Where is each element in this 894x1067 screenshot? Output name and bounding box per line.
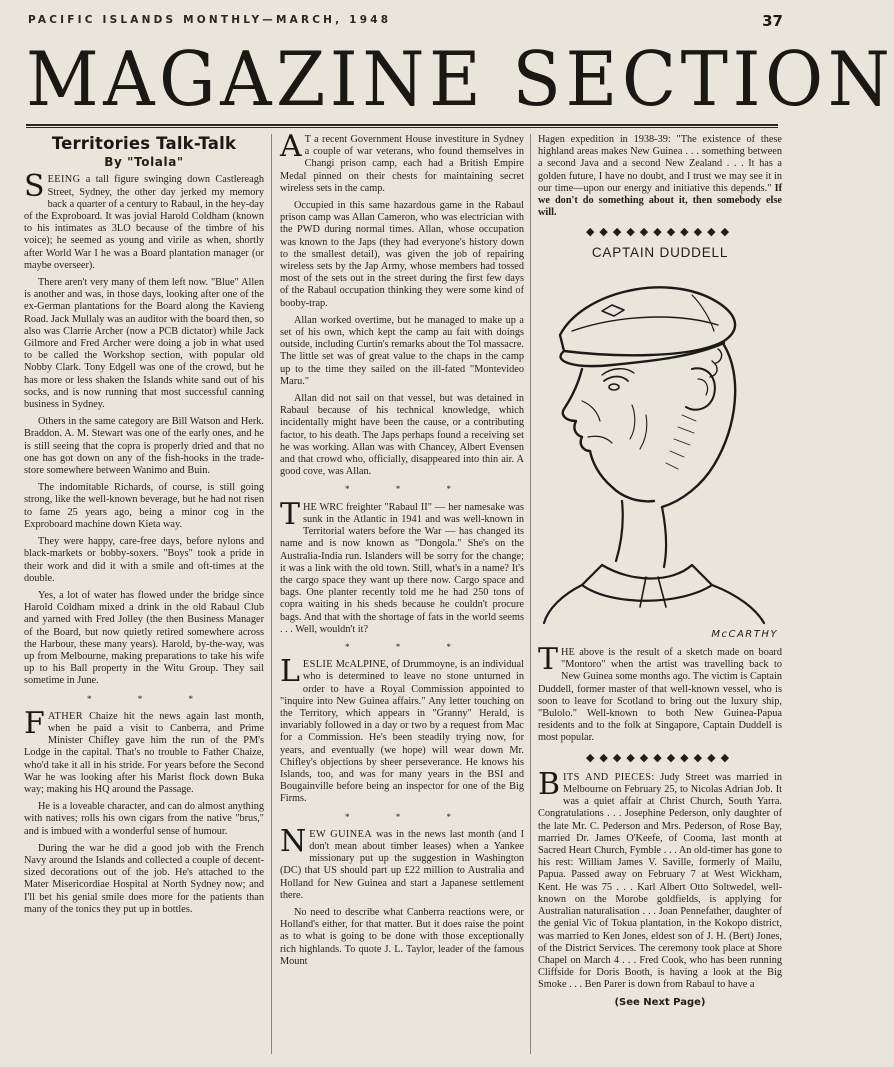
paragraph: There aren't very many of them left now. "Blue" Allen is another and was, in those days, looking after one of the ex-German plantations for the Board along the Kavieng Road. Jack Mullaly was an auditor with the board then, so also was Clarrie Archer (now a PCB dictator) while Jack Gilmore and Fred Archer were doing a job in what used to be called the Workshop section, with popular old Nobby Clark. Tony Edgell was one of the crowd, but he has more or less shaken the Islands white sand out of his socks, and is now running that most successful canning business in Sydney. [24, 277, 264, 411]
section-break: * * * [345, 641, 473, 652]
lead-in: ATHER [47, 710, 84, 722]
drop-cap: L [280, 654, 300, 690]
paragraph [280, 654, 524, 805]
paragraph-text: Hagen expedition in 1938-39: "The existence of these highland areas makes New Guinea . . . something between a second Java and a second New Zealand . . . It has a golden future, I have no doubt, and I trust we may see it in our time—upon our energy and initiative this depends." [538, 134, 782, 194]
section-break: * * * [87, 693, 215, 704]
paragraph-text: T a recent Government House investiture in Sydney a couple of war veterans, who found themselves in Changi prison camp, each had a British Empire Medal pinned on their chests for maintaining secret wireless sets in the camp. [280, 134, 524, 194]
page-number: 37 [762, 12, 783, 30]
caricature-illustration [542, 265, 778, 625]
paragraph-text: HE WRC freighter "Rabaul II" — her namesake was sunk in the Atlantic in 1941 and was well-known in Territorial waters before the War — has changed its name and is now known as "Dongola." She's on the Australia-India run. Islanders will be sorry for the change; it was a link with the old town. Still, what's in a name? It's the cargo space they want up there now. Cargo space and bags. One planter recently told me he had 250 tons of copra waiting in his sheds because he couldn't procure bags. And that with the shortage of fats in the world seems . . . Well, wouldn't it? [280, 501, 524, 635]
paragraph: Occupied in this same hazardous game in the Rabaul prison camp was Allan Cameron, who was electrician with the PWD during normal times. Allan, whose occupation was known to the Japs (they had everyone's history down to the smallest detail), was given the job of repairing wireless sets by the Jap Army, whose members had tossed most of the sets out in the street during the first few days of the Rabaul occupation thinking they were some kind of booby-trap. [280, 200, 524, 309]
paragraph: Yes, a lot of water has flowed under the bridge since Harold Coldham mixed a drink in the old Rabaul Club and yarned with Fred Jolley (the then Business Manager of the Board, but now quietly retired somewhere across the Harbour, these many years). Harold, by-the-way, was up from Melbourne, making preparations to take his wife up to his Ball property in the Witu Group. They sail sometime in June. [24, 589, 264, 687]
paragraph [24, 169, 264, 272]
drop-cap: B [538, 766, 561, 802]
paragraph-text: Judy Street was married in Melbourne on February 25, to Nicolas Adrian Job. It was a quiet affair at Christ Church, South Yarra. Congratulations . . . Josephine Pederson, only daughter of the late Mr. C. Pederson and Mrs. Pederson, of Rose Bay, married Dr. James O'Keefe, of Cooma, last month at Sacred Heart Church, Fymble . . . An old-timer has gone to his rest: William James V. Saville, formerly of Mailu, Papua. Passed away on February 7 at West Wickham, Kent. He was 75 . . . Karl Albert Otto Soltwedel, well-known on the Morobe goldfields, is applying for Australian naturalisation . . . Joan Pennefather, daughter of the genial Vic of Tokua plantation, in the Kokopo district, was married to Ken Jones, eldest son of J. H. (Bert) Jones, of the District Services. The ceremony took place at Shore Chapel on March 4 . . . Fred Cook, who has been running Cliffside for Doris Booth, is having a look at the Big Smoke . . . Ben Parer is down from Rabaul to have a [538, 771, 783, 991]
paragraph: Allan worked overtime, but he managed to make up a set of his own, which kept the camp au fait with doings outside, including Curtin's remarks about the Tol massacre. The little set was of great value to the chaps in the camp up to the time they sailed on the ill-fated "Montevideo Maru." [280, 314, 524, 387]
paragraph [280, 823, 524, 902]
column-divider-2 [530, 134, 531, 1054]
article-byline: By "Tolala" [104, 155, 184, 170]
lead-in: EEING [47, 174, 81, 186]
paragraph [538, 642, 782, 745]
column-2 [280, 129, 524, 973]
lead-in: ITS AND PIECES: [563, 771, 655, 783]
paragraph [280, 129, 524, 195]
drop-cap: T [538, 642, 559, 678]
paragraph-text: HE above is the result of a sketch made on board "Montoro" when the artist was travelling back to New Guinea some months ago. The victim is Captain Duddell, former master of that well-known vessel, who is soon to leave for Scotland to bring out the luxury ship, "Bulolo." Well-known to both New Guinea-Papua residents and to the folk at Singapore, Captain Duddell is most popular. [538, 647, 782, 744]
masthead-title: MAGAZINE SECTION [26, 35, 894, 123]
ornament-divider: ◆◆◆◆◆◆◆◆◆◆◆ [585, 751, 735, 764]
drop-cap: A [280, 129, 302, 164]
emphasis-text: If we don't do something about it, then somebody else will. [538, 182, 782, 219]
paragraph [24, 705, 264, 796]
paragraph-text: McALPINE, of Drummoyne, is an individual who is determined to leave no stone unturned in order to have a Royal Commission appointed to "inquire into New Guinea affairs." Any letter touching on the Territory, which appears in "Granny" Herald, is invariably followed in a day or two by a request from Mac for a Commission. He's been steadily trying now, for years, and eventually (we hope) will wear down Mr. Chifley's objections by sheer perseverance. He knows his Islands, too, and was for many years in the BSI and Bougainville before being an inspector for one of the Big Firms. [280, 659, 524, 805]
continuation-note: (See Next Page) [614, 996, 706, 1008]
drop-cap: T [280, 496, 301, 532]
column-1 [24, 134, 264, 921]
lead-in: ESLIE [302, 659, 333, 671]
column-3 [538, 134, 782, 1009]
ornament-divider: ◆◆◆◆◆◆◆◆◆◆◆ [585, 226, 735, 239]
paragraph: Allan did not sail on that vessel, but was detained in Rabaul because of his technical knowledge, which incidentally might have been the cause, or a contributing factor, to his death. The Japs perhaps found a receiving set he was working. Allan was with Chancey, Albert Evensen and that crowd who, officially, disappeared into thin air. A good cove, was Allan. [280, 393, 524, 478]
paragraph-text: Chaize hit the news again last month, when he paid a visit to Canberra, and Prime Minister Chifley gave him the run of the PM's Lodge in the capital. That's no trouble to Father Chaize, who'd take it all in his stride. For years before the Second War he was looking after his Marist flock down Buka way; making his HQ around the Passage. [24, 710, 264, 795]
section-break: * * * [345, 484, 473, 495]
running-head: PACIFIC ISLANDS MONTHLY—MARCH, 1948 [28, 14, 392, 26]
paragraph: Others in the same category are Bill Watson and Herk. Braddon. A. M. Stewart was one of the early ones, and he is still seeing that the copra is properly dried and that no one has got down on any of the fish-hooks in the trade-store somewhere between Wanimo and Buin. [24, 416, 264, 477]
paragraph: The indomitable Richards, of course, is still going strong, like the well-known beverage, but he had not risen to fame 25 years ago, being a minor cog in the Exproboard machine down Kieta way. [24, 482, 264, 530]
section-break: * * * [345, 811, 473, 822]
drop-cap: F [24, 705, 45, 741]
paragraph [538, 134, 782, 219]
lead-in: EW GUINEA [309, 828, 373, 840]
drop-cap: N [280, 823, 307, 859]
drop-cap: S [24, 169, 45, 205]
cartoon-caption: CAPTAIN DUDDELL [591, 244, 729, 260]
paragraph: During the war he did a good job with the French Navy around the Islands and collected a couple of decent-sized decorations out of the job. He's attached to the Mater Misericordiae Hospital at North Sydney now; and I'll bet his genial smile does more for the patients than many of the tonics they put up in bottles. [24, 842, 264, 915]
paragraph: They were happy, care-free days, before nylons and black-markets or bobby-soxers. "Boys" took a pride in their work and did it with a smile and oft-times at the double. [24, 536, 264, 584]
paragraph: He is a loveable character, and can do almost anything with natives; rolls his own cigars from the native "brus," and is imbued with a wonderful sense of humour. [24, 801, 264, 837]
paragraph [280, 496, 524, 636]
article-headline: Territories Talk-Talk [51, 134, 237, 153]
paragraph-text: a tall figure swinging down Castlereagh Street, Sydney, the other day jerked my memory back a quarter of a century to Rabaul, in the hey-day of the Exproboard. It was jovial Harold Coldham (known to his intimates as 3LO because of the timbre of his voice); he seemed as young and virile as when, shortly after World War I he was a Board plantation manager (or maybe overseer). [24, 174, 264, 271]
paragraph: No need to describe what Canberra reactions were, or Holland's either, for that matter. But it does raise the point as to what is going to be done with those exceptionally rich highlands. To quote J. L. Taylor, leader of the famous Mount [280, 906, 524, 967]
paragraph [538, 766, 783, 992]
artist-signature: McCARTHY [711, 628, 778, 640]
header-rule [26, 124, 778, 128]
paragraph-text: was in the news last month (and I don't mean about timber leases) when a Yankee missionary put up the suggestion in Washington (DC) that US should part up £22 million to Australia and Holland for New Guinea and start a Japanese settlement there. [280, 828, 524, 901]
column-divider-1 [271, 134, 272, 1054]
